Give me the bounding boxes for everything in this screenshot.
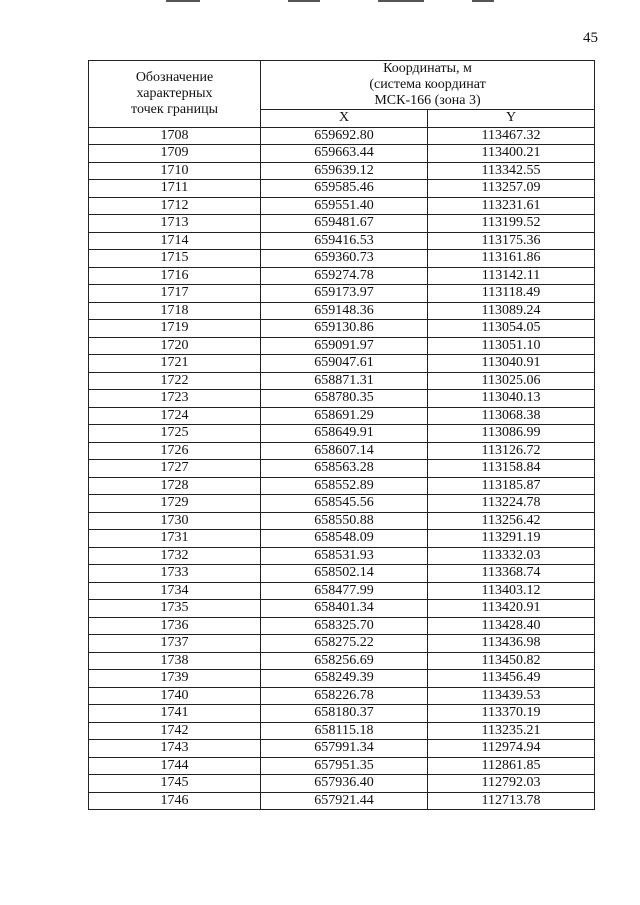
cell-x: 659663.44 [261,145,428,163]
cell-x: 658256.69 [261,652,428,670]
cell-y: 112713.78 [428,792,595,810]
table-header [89,61,595,128]
table-row [89,250,595,268]
cell-x: 657921.44 [261,792,428,810]
table-row [89,285,595,303]
cell-y: 113368.74 [428,565,595,583]
table-row [89,547,595,565]
cell-y: 113086.99 [428,425,595,443]
table-row [89,320,595,338]
table-row [89,302,595,320]
cell-y: 113456.49 [428,670,595,688]
cell-y: 113231.61 [428,197,595,215]
cell-point: 1722 [89,372,261,390]
cell-x: 658115.18 [261,722,428,740]
table-row [89,180,595,198]
table-row [89,530,595,548]
table-row [89,162,595,180]
cell-x: 658552.89 [261,477,428,495]
scan-artifact-mark [472,0,494,2]
cell-x: 657991.34 [261,740,428,758]
cell-point: 1712 [89,197,261,215]
table-row [89,670,595,688]
cell-point: 1732 [89,547,261,565]
cell-y: 113428.40 [428,617,595,635]
cell-x: 659481.67 [261,215,428,233]
table-row [89,775,595,793]
cell-point: 1731 [89,530,261,548]
cell-point: 1734 [89,582,261,600]
cell-y: 112792.03 [428,775,595,793]
table-row [89,127,595,145]
coordinates-table [88,60,595,810]
header-point-line: Обозначение [135,69,214,85]
cell-y: 113224.78 [428,495,595,513]
cell-y: 113257.09 [428,180,595,198]
cell-point: 1742 [89,722,261,740]
cell-y: 113403.12 [428,582,595,600]
cell-point: 1733 [89,565,261,583]
cell-y: 113291.19 [428,530,595,548]
cell-y: 113332.03 [428,547,595,565]
cell-point: 1710 [89,162,261,180]
cell-point: 1716 [89,267,261,285]
table-body [89,127,595,810]
table-row [89,635,595,653]
cell-y: 113118.49 [428,285,595,303]
cell-x: 658871.31 [261,372,428,390]
cell-y: 113439.53 [428,687,595,705]
cell-x: 659091.97 [261,337,428,355]
header-y: Y [428,110,595,128]
cell-x: 658401.34 [261,600,428,618]
table-row [89,582,595,600]
header-coords-line: МСК-166 (зона 3) [374,93,481,108]
cell-x: 659416.53 [261,232,428,250]
table-row [89,197,595,215]
cell-point: 1737 [89,635,261,653]
cell-point: 1741 [89,705,261,723]
header-point-line: точек границы [131,101,218,117]
table-row [89,705,595,723]
table-row [89,355,595,373]
cell-point: 1740 [89,687,261,705]
table-row [89,460,595,478]
cell-x: 658180.37 [261,705,428,723]
cell-y: 112974.94 [428,740,595,758]
cell-x: 658477.99 [261,582,428,600]
cell-point: 1719 [89,320,261,338]
cell-x: 657936.40 [261,775,428,793]
header-x: X [261,110,428,128]
cell-x: 658531.93 [261,547,428,565]
header-point-line: характерных [136,85,213,101]
header-point-designation [89,61,261,128]
cell-x: 658780.35 [261,390,428,408]
table-row [89,407,595,425]
table-row [89,617,595,635]
cell-point: 1727 [89,460,261,478]
cell-point: 1720 [89,337,261,355]
table-row [89,687,595,705]
cell-x: 658275.22 [261,635,428,653]
cell-x: 659173.97 [261,285,428,303]
table-row [89,337,595,355]
cell-x: 659130.86 [261,320,428,338]
cell-y: 113025.06 [428,372,595,390]
cell-y: 113040.91 [428,355,595,373]
cell-point: 1723 [89,390,261,408]
cell-point: 1709 [89,145,261,163]
table-row [89,267,595,285]
table-row [89,390,595,408]
table-row [89,372,595,390]
page-number: 45 [583,30,598,46]
table-row [89,495,595,513]
cell-point: 1729 [89,495,261,513]
cell-y: 113467.32 [428,127,595,145]
cell-x: 658563.28 [261,460,428,478]
cell-point: 1739 [89,670,261,688]
cell-x: 659692.80 [261,127,428,145]
cell-point: 1744 [89,757,261,775]
table-row [89,722,595,740]
cell-y: 113199.52 [428,215,595,233]
cell-x: 659274.78 [261,267,428,285]
cell-point: 1746 [89,792,261,810]
cell-y: 113040.13 [428,390,595,408]
header-coords-line: Координаты, м [383,61,472,76]
cell-y: 113235.21 [428,722,595,740]
cell-point: 1735 [89,600,261,618]
cell-point: 1745 [89,775,261,793]
cell-y: 112861.85 [428,757,595,775]
table-row [89,425,595,443]
cell-point: 1725 [89,425,261,443]
cell-y: 113450.82 [428,652,595,670]
table-row [89,215,595,233]
cell-point: 1714 [89,232,261,250]
table-row [89,442,595,460]
cell-x: 658550.88 [261,512,428,530]
cell-point: 1718 [89,302,261,320]
cell-y: 113175.36 [428,232,595,250]
table-row [89,477,595,495]
header-coordinates [261,61,595,110]
cell-y: 113436.98 [428,635,595,653]
cell-y: 113370.19 [428,705,595,723]
cell-y: 113089.24 [428,302,595,320]
cell-point: 1708 [89,127,261,145]
cell-point: 1711 [89,180,261,198]
cell-point: 1713 [89,215,261,233]
cell-x: 658691.29 [261,407,428,425]
cell-point: 1721 [89,355,261,373]
cell-point: 1717 [89,285,261,303]
cell-y: 113158.84 [428,460,595,478]
cell-x: 659639.12 [261,162,428,180]
scan-artifact-mark [166,0,200,2]
cell-x: 658325.70 [261,617,428,635]
cell-y: 113342.55 [428,162,595,180]
scan-artifact-mark [378,0,424,2]
table-row [89,757,595,775]
cell-point: 1738 [89,652,261,670]
cell-y: 113142.11 [428,267,595,285]
table-row [89,512,595,530]
cell-x: 657951.35 [261,757,428,775]
cell-point: 1730 [89,512,261,530]
scan-artifact-mark [288,0,320,2]
cell-point: 1726 [89,442,261,460]
cell-x: 658226.78 [261,687,428,705]
cell-y: 113185.87 [428,477,595,495]
cell-point: 1736 [89,617,261,635]
table-row [89,565,595,583]
cell-point: 1715 [89,250,261,268]
cell-y: 113051.10 [428,337,595,355]
cell-x: 659585.46 [261,180,428,198]
cell-x: 658649.91 [261,425,428,443]
table-row [89,232,595,250]
cell-y: 113256.42 [428,512,595,530]
table-row [89,145,595,163]
cell-x: 658607.14 [261,442,428,460]
cell-y: 113420.91 [428,600,595,618]
cell-y: 113400.21 [428,145,595,163]
table-row [89,652,595,670]
header-coords-line: (система координат [369,77,486,92]
cell-x: 658548.09 [261,530,428,548]
table-row [89,740,595,758]
cell-y: 113161.86 [428,250,595,268]
cell-x: 658545.56 [261,495,428,513]
cell-x: 659148.36 [261,302,428,320]
cell-x: 658249.39 [261,670,428,688]
cell-x: 659551.40 [261,197,428,215]
cell-x: 658502.14 [261,565,428,583]
cell-x: 659360.73 [261,250,428,268]
cell-point: 1743 [89,740,261,758]
cell-point: 1728 [89,477,261,495]
cell-y: 113126.72 [428,442,595,460]
cell-y: 113068.38 [428,407,595,425]
cell-y: 113054.05 [428,320,595,338]
cell-x: 659047.61 [261,355,428,373]
table-row [89,600,595,618]
table-row [89,792,595,810]
cell-point: 1724 [89,407,261,425]
